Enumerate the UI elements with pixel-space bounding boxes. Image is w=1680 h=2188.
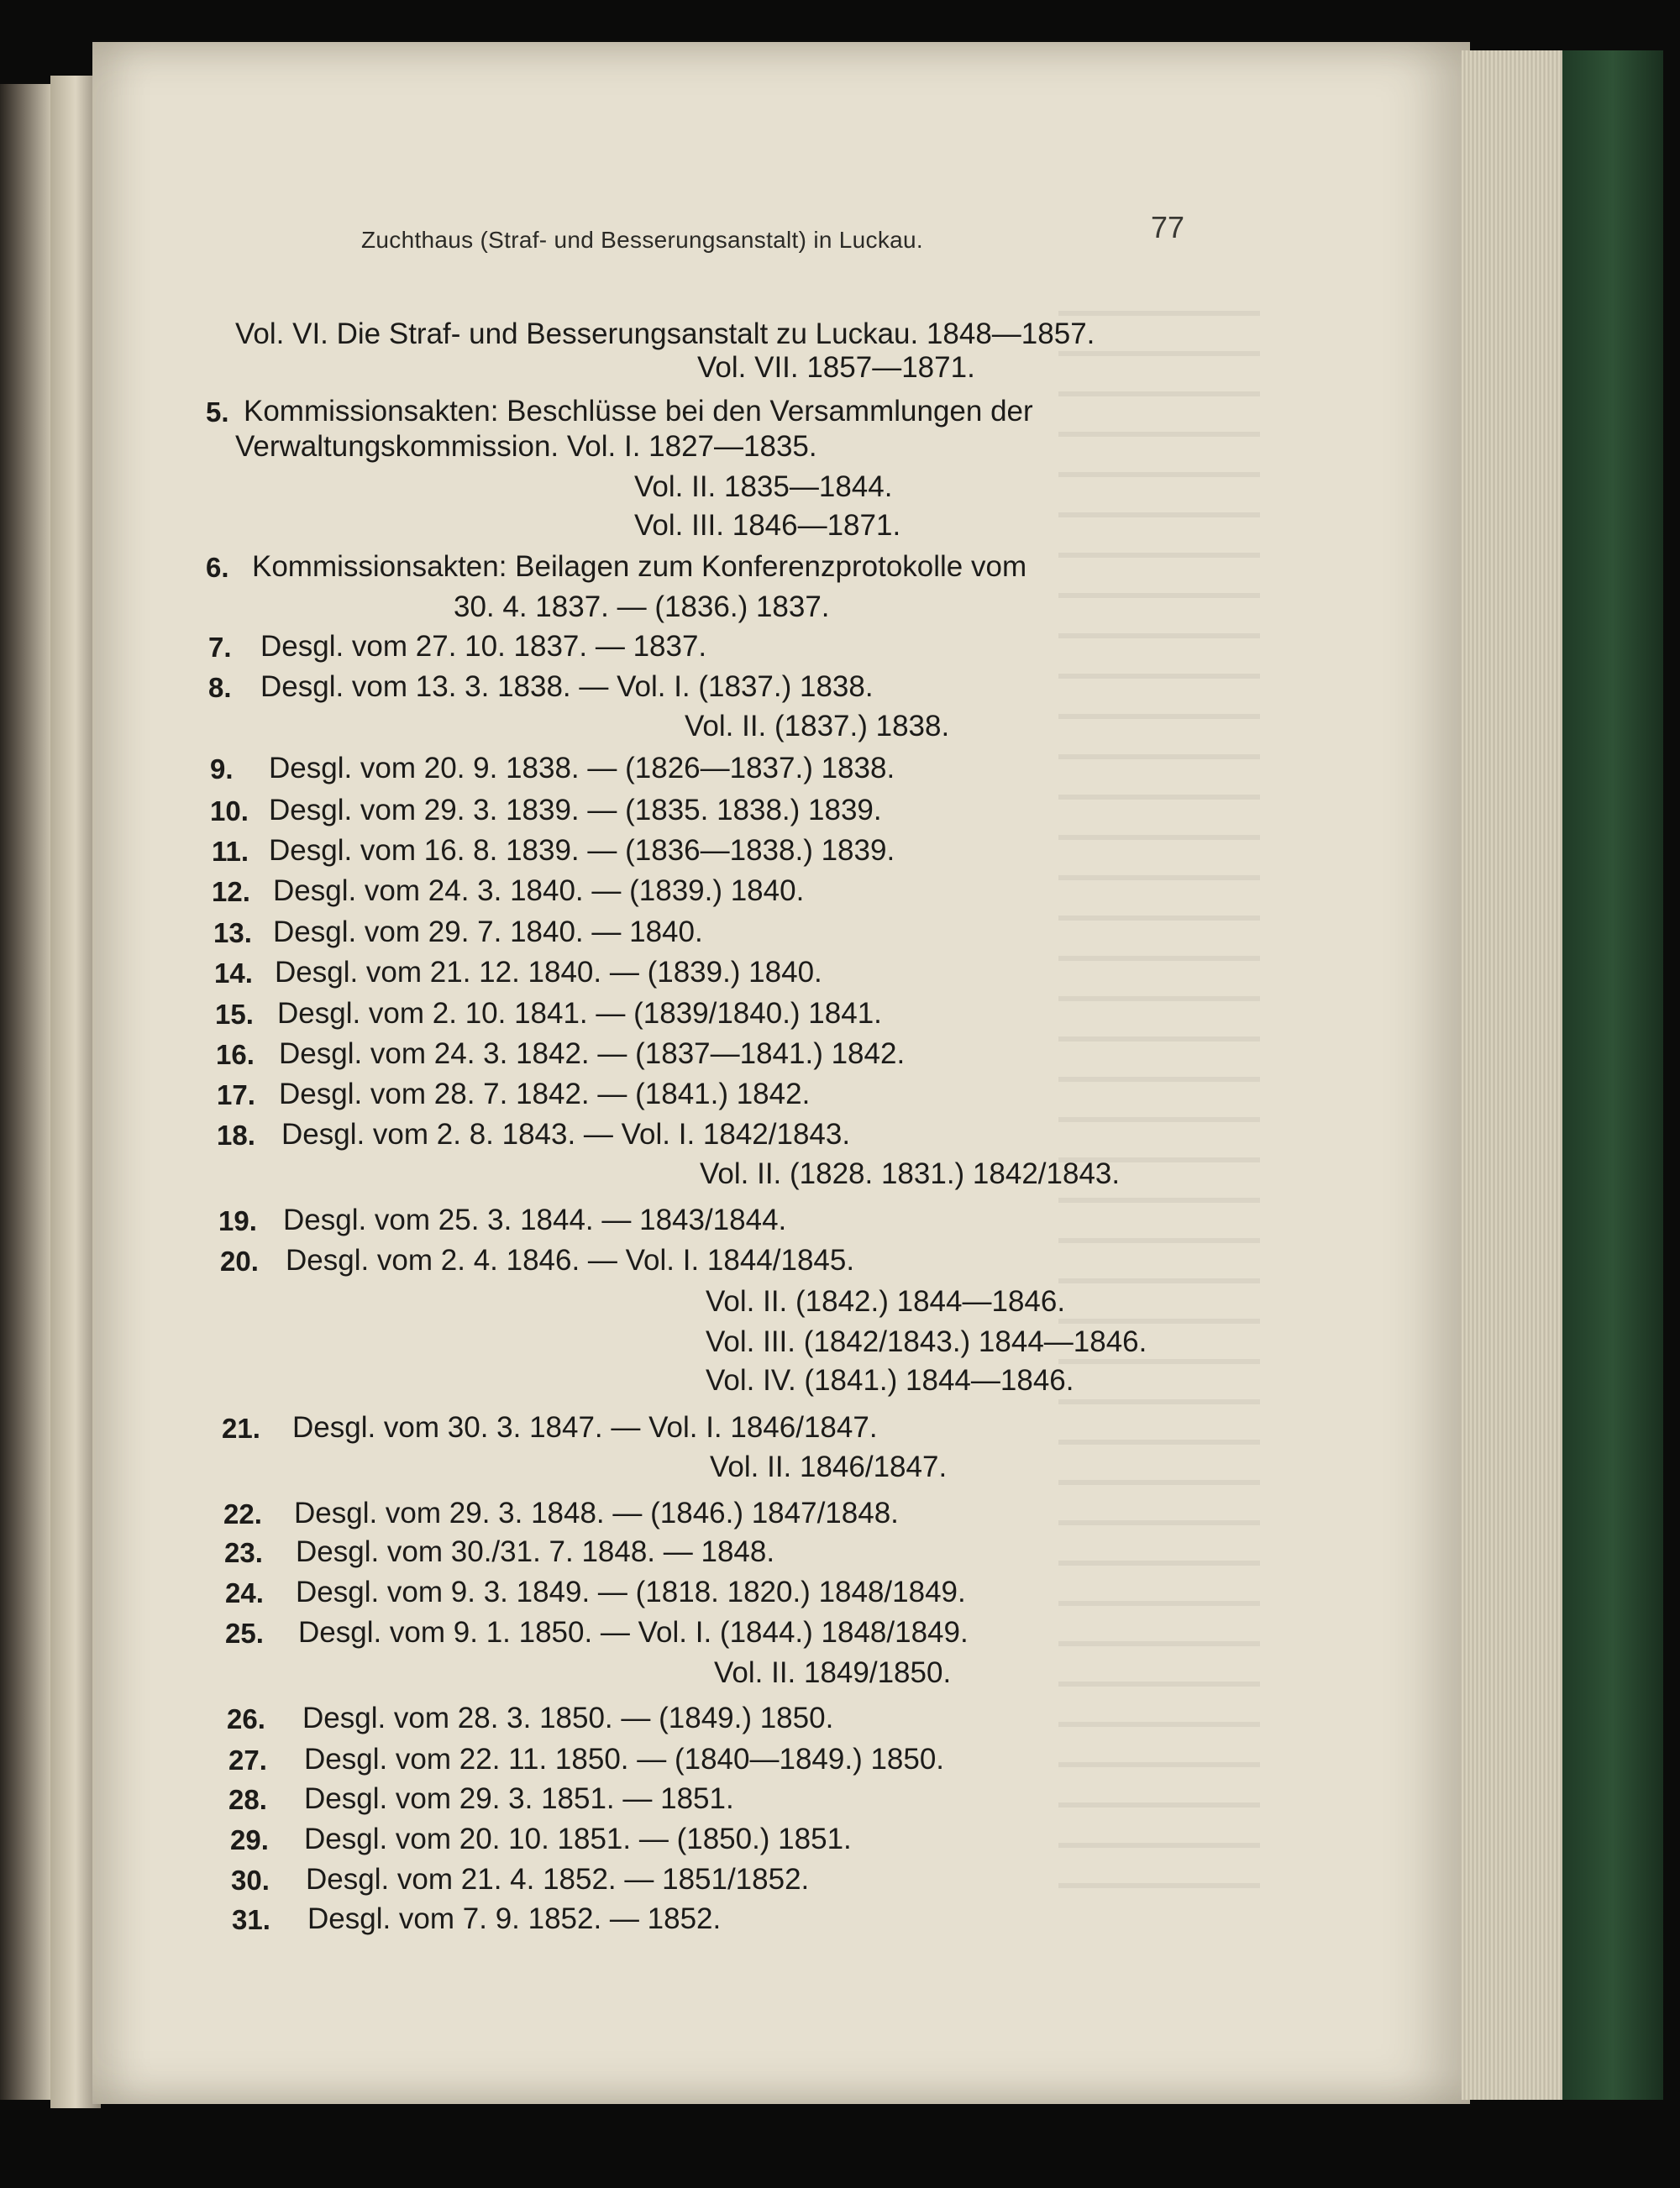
- entry-text: Vol. II. 1835—1844.: [634, 470, 893, 503]
- entry-text: Vol. III. 1846—1871.: [634, 509, 901, 542]
- entry-number: 14.: [214, 958, 253, 989]
- entry-text: Desgl. vom 24. 3. 1840. — (1839.) 1840.: [273, 874, 805, 907]
- entry-text: Desgl. vom 2. 10. 1841. — (1839/1840.) 1841.: [277, 997, 882, 1030]
- entry-number: 9.: [210, 753, 234, 784]
- entry-text: Desgl. vom 29. 3. 1848. — (1846.) 1847/1848.: [294, 1497, 899, 1530]
- entry-number: 31.: [232, 1904, 270, 1935]
- entry-text: Desgl. vom 9. 3. 1849. — (1818. 1820.) 1848/1849.: [296, 1576, 966, 1608]
- entry-number: 18.: [217, 1120, 255, 1151]
- entry-text: Desgl. vom 7. 9. 1852. — 1852.: [307, 1902, 722, 1935]
- entry-text: Desgl. vom 25. 3. 1844. — 1843/1844.: [283, 1204, 787, 1236]
- entry-text: Vol. II. (1842.) 1844—1846.: [706, 1285, 1066, 1318]
- entry-number: 11.: [212, 836, 249, 867]
- show-through-text: [1058, 311, 1260, 1907]
- entry-text: Vol. II. (1837.) 1838.: [685, 710, 950, 742]
- entry-text: Vol. VI. Die Straf- und Besserungsanstalt zu Luckau. 1848—1857.: [235, 317, 1095, 350]
- entry-text: Kommissionsakten: Beilagen zum Konferenzprotokolle vom: [252, 550, 1027, 583]
- entry-text: Desgl. vom 28. 3. 1850. — (1849.) 1850.: [302, 1702, 834, 1734]
- entry-text: Desgl. vom 13. 3. 1838. — Vol. I. (1837.) 1838.: [260, 670, 874, 703]
- entry-number: 8.: [208, 672, 232, 703]
- entry-text: Desgl. vom 29. 3. 1839. — (1835. 1838.) 1839.: [269, 794, 882, 826]
- entry-text: Desgl. vom 24. 3. 1842. — (1837—1841.) 1842.: [279, 1037, 906, 1070]
- entry-text: Desgl. vom 20. 10. 1851. — (1850.) 1851.: [304, 1823, 852, 1855]
- entry-number: 13.: [213, 917, 252, 948]
- entry-text: Desgl. vom 21. 12. 1840. — (1839.) 1840.: [275, 956, 822, 989]
- entry-text: Desgl. vom 29. 7. 1840. — 1840.: [273, 916, 703, 948]
- entry-text: Desgl. vom 16. 8. 1839. — (1836—1838.) 1839.: [269, 834, 895, 867]
- entry-number: 23.: [224, 1537, 263, 1568]
- entry-number: 16.: [216, 1039, 255, 1070]
- entry-text: Desgl. vom 2. 8. 1843. — Vol. I. 1842/1843.: [281, 1118, 851, 1151]
- entry-text: Vol. VII. 1857—1871.: [697, 351, 975, 384]
- entry-number: 26.: [227, 1703, 265, 1734]
- entry-text: Desgl. vom 30. 3. 1847. — Vol. I. 1846/1847.: [292, 1411, 878, 1444]
- entry-text: Vol. II. 1849/1850.: [714, 1656, 952, 1689]
- entry-number: 5.: [206, 396, 229, 428]
- entry-number: 29.: [230, 1824, 269, 1855]
- entry-number: 6.: [206, 552, 229, 583]
- entry-text: Desgl. vom 27. 10. 1837. — 1837.: [260, 630, 707, 663]
- entry-text: Desgl. vom 2. 4. 1846. — Vol. I. 1844/1845.: [286, 1244, 855, 1277]
- entry-number: 25.: [225, 1618, 264, 1649]
- entry-number: 24.: [225, 1577, 264, 1608]
- entry-number: 22.: [223, 1498, 262, 1530]
- entry-text: Vol. IV. (1841.) 1844—1846.: [706, 1364, 1074, 1397]
- entry-number: 27.: [228, 1745, 267, 1776]
- entry-number: 10.: [210, 795, 249, 826]
- entry-text: Vol. II. (1828. 1831.) 1842/1843.: [700, 1157, 1121, 1190]
- entry-text: Vol. II. 1846/1847.: [710, 1451, 948, 1483]
- entry-number: 21.: [222, 1413, 260, 1444]
- entry-text: Desgl. vom 28. 7. 1842. — (1841.) 1842.: [279, 1078, 811, 1110]
- running-head: Zuchthaus (Straf- und Besserungsanstalt) in Luckau.: [361, 227, 923, 253]
- page-number: 77: [1151, 210, 1185, 244]
- book-cover: [1562, 50, 1663, 2100]
- entry-text: Desgl. vom 9. 1. 1850. — Vol. I. (1844.) 1848/1849.: [298, 1616, 969, 1649]
- entry-text: Kommissionsakten: Beschlüsse bei den Versammlungen der: [244, 395, 1033, 428]
- entry-number: 20.: [220, 1246, 259, 1277]
- entry-text: Desgl. vom 30./31. 7. 1848. — 1848.: [296, 1535, 775, 1568]
- entry-number: 30.: [231, 1865, 270, 1896]
- entry-number: 12.: [212, 876, 250, 907]
- entry-text: Desgl. vom 29. 3. 1851. — 1851.: [304, 1782, 734, 1815]
- entry-number: 7.: [208, 632, 232, 663]
- entry-number: 28.: [228, 1784, 267, 1815]
- entry-text: Desgl. vom 21. 4. 1852. — 1851/1852.: [306, 1863, 810, 1896]
- entry-text: 30. 4. 1837. — (1836.) 1837.: [454, 590, 830, 623]
- left-page-shadow: [0, 84, 50, 2100]
- entry-number: 17.: [217, 1079, 255, 1110]
- entry-text: Desgl. vom 22. 11. 1850. — (1840—1849.) 1850.: [304, 1743, 945, 1776]
- entry-text: Desgl. vom 20. 9. 1838. — (1826—1837.) 1838.: [269, 752, 895, 784]
- entry-text: Vol. III. (1842/1843.) 1844—1846.: [706, 1325, 1147, 1358]
- page-stack-edge: [1462, 50, 1562, 2100]
- entry-number: 15.: [215, 999, 254, 1030]
- entry-text: Verwaltungskommission. Vol. I. 1827—1835.: [235, 430, 817, 463]
- entry-number: 19.: [218, 1205, 257, 1236]
